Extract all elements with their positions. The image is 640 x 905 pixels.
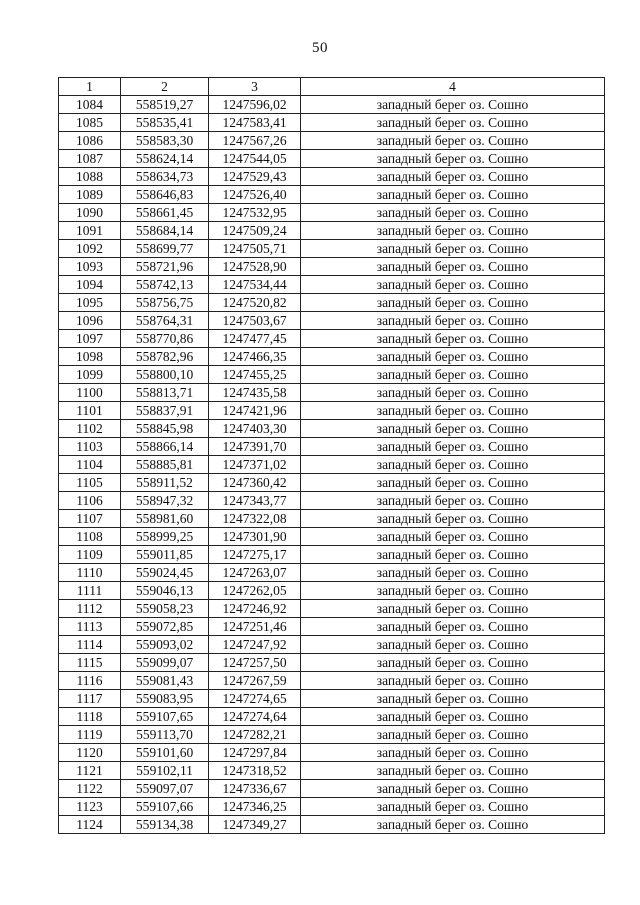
point-number-cell: 1116 bbox=[59, 672, 121, 690]
point-number-cell: 1093 bbox=[59, 258, 121, 276]
description-cell: западный берег оз. Сошно bbox=[301, 420, 605, 438]
description-cell: западный берег оз. Сошно bbox=[301, 510, 605, 528]
table-row bbox=[59, 726, 605, 744]
x-coordinate-cell: 558911,52 bbox=[121, 474, 209, 492]
table-row bbox=[59, 132, 605, 150]
x-coordinate-cell: 559097,07 bbox=[121, 780, 209, 798]
y-coordinate-cell: 1247262,05 bbox=[209, 582, 301, 600]
point-number-cell: 1122 bbox=[59, 780, 121, 798]
point-number-cell: 1086 bbox=[59, 132, 121, 150]
description-cell: западный берег оз. Сошно bbox=[301, 222, 605, 240]
y-coordinate-cell: 1247544,05 bbox=[209, 150, 301, 168]
table-row bbox=[59, 294, 605, 312]
y-coordinate-cell: 1247322,08 bbox=[209, 510, 301, 528]
table-row bbox=[59, 744, 605, 762]
y-coordinate-cell: 1247532,95 bbox=[209, 204, 301, 222]
table-row bbox=[59, 600, 605, 618]
y-coordinate-cell: 1247567,26 bbox=[209, 132, 301, 150]
table-row bbox=[59, 366, 605, 384]
y-coordinate-cell: 1247360,42 bbox=[209, 474, 301, 492]
point-number-cell: 1121 bbox=[59, 762, 121, 780]
description-cell: западный берег оз. Сошно bbox=[301, 618, 605, 636]
y-coordinate-cell: 1247435,58 bbox=[209, 384, 301, 402]
point-number-cell: 1084 bbox=[59, 96, 121, 114]
description-cell: западный берег оз. Сошно bbox=[301, 96, 605, 114]
description-cell: западный берег оз. Сошно bbox=[301, 798, 605, 816]
x-coordinate-cell: 558721,96 bbox=[121, 258, 209, 276]
table-row bbox=[59, 798, 605, 816]
x-coordinate-cell: 558684,14 bbox=[121, 222, 209, 240]
y-coordinate-cell: 1247403,30 bbox=[209, 420, 301, 438]
table-row bbox=[59, 690, 605, 708]
table-row bbox=[59, 240, 605, 258]
x-coordinate-cell: 559083,95 bbox=[121, 690, 209, 708]
y-coordinate-cell: 1247336,67 bbox=[209, 780, 301, 798]
y-coordinate-cell: 1247534,44 bbox=[209, 276, 301, 294]
x-coordinate-cell: 558800,10 bbox=[121, 366, 209, 384]
y-coordinate-cell: 1247267,59 bbox=[209, 672, 301, 690]
description-cell: западный берег оз. Сошно bbox=[301, 150, 605, 168]
description-cell: западный берег оз. Сошно bbox=[301, 690, 605, 708]
x-coordinate-cell: 558646,83 bbox=[121, 186, 209, 204]
y-coordinate-cell: 1247528,90 bbox=[209, 258, 301, 276]
x-coordinate-cell: 558999,25 bbox=[121, 528, 209, 546]
y-coordinate-cell: 1247455,25 bbox=[209, 366, 301, 384]
x-coordinate-cell: 559093,02 bbox=[121, 636, 209, 654]
table-row bbox=[59, 96, 605, 114]
point-number-cell: 1094 bbox=[59, 276, 121, 294]
x-coordinate-cell: 559107,66 bbox=[121, 798, 209, 816]
point-number-cell: 1092 bbox=[59, 240, 121, 258]
table-row bbox=[59, 312, 605, 330]
table-row bbox=[59, 456, 605, 474]
table-row bbox=[59, 474, 605, 492]
point-number-cell: 1107 bbox=[59, 510, 121, 528]
y-coordinate-cell: 1247251,46 bbox=[209, 618, 301, 636]
point-number-cell: 1096 bbox=[59, 312, 121, 330]
description-cell: западный берег оз. Сошно bbox=[301, 708, 605, 726]
point-number-cell: 1090 bbox=[59, 204, 121, 222]
description-cell: западный берег оз. Сошно bbox=[301, 780, 605, 798]
table-row bbox=[59, 438, 605, 456]
y-coordinate-cell: 1247583,41 bbox=[209, 114, 301, 132]
table-row bbox=[59, 582, 605, 600]
x-coordinate-cell: 559058,23 bbox=[121, 600, 209, 618]
table-row bbox=[59, 348, 605, 366]
y-coordinate-cell: 1247477,45 bbox=[209, 330, 301, 348]
x-coordinate-cell: 559113,70 bbox=[121, 726, 209, 744]
description-cell: западный берег оз. Сошно bbox=[301, 312, 605, 330]
table-row bbox=[59, 636, 605, 654]
description-cell: западный берег оз. Сошно bbox=[301, 564, 605, 582]
x-coordinate-cell: 558845,98 bbox=[121, 420, 209, 438]
description-cell: западный берег оз. Сошно bbox=[301, 366, 605, 384]
point-number-cell: 1088 bbox=[59, 168, 121, 186]
table-row bbox=[59, 762, 605, 780]
point-number-cell: 1120 bbox=[59, 744, 121, 762]
point-number-cell: 1119 bbox=[59, 726, 121, 744]
x-coordinate-cell: 559081,43 bbox=[121, 672, 209, 690]
table-row bbox=[59, 186, 605, 204]
x-coordinate-cell: 559099,07 bbox=[121, 654, 209, 672]
y-coordinate-cell: 1247421,96 bbox=[209, 402, 301, 420]
y-coordinate-cell: 1247526,40 bbox=[209, 186, 301, 204]
column-header-2: 2 bbox=[121, 78, 209, 96]
description-cell: западный берег оз. Сошно bbox=[301, 186, 605, 204]
description-cell: западный берег оз. Сошно bbox=[301, 330, 605, 348]
x-coordinate-cell: 558634,73 bbox=[121, 168, 209, 186]
table-header bbox=[59, 78, 605, 96]
point-number-cell: 1085 bbox=[59, 114, 121, 132]
x-coordinate-cell: 558782,96 bbox=[121, 348, 209, 366]
y-coordinate-cell: 1247343,77 bbox=[209, 492, 301, 510]
table-row bbox=[59, 330, 605, 348]
x-coordinate-cell: 559046,13 bbox=[121, 582, 209, 600]
coordinates-table bbox=[58, 77, 605, 834]
y-coordinate-cell: 1247246,92 bbox=[209, 600, 301, 618]
table-row bbox=[59, 420, 605, 438]
x-coordinate-cell: 558947,32 bbox=[121, 492, 209, 510]
point-number-cell: 1087 bbox=[59, 150, 121, 168]
table-row bbox=[59, 150, 605, 168]
description-cell: западный берег оз. Сошно bbox=[301, 276, 605, 294]
table-row bbox=[59, 618, 605, 636]
table-row bbox=[59, 708, 605, 726]
x-coordinate-cell: 558661,45 bbox=[121, 204, 209, 222]
y-coordinate-cell: 1247520,82 bbox=[209, 294, 301, 312]
point-number-cell: 1102 bbox=[59, 420, 121, 438]
y-coordinate-cell: 1247275,17 bbox=[209, 546, 301, 564]
description-cell: западный берег оз. Сошно bbox=[301, 654, 605, 672]
table-row bbox=[59, 510, 605, 528]
point-number-cell: 1103 bbox=[59, 438, 121, 456]
point-number-cell: 1123 bbox=[59, 798, 121, 816]
x-coordinate-cell: 558756,75 bbox=[121, 294, 209, 312]
description-cell: западный берег оз. Сошно bbox=[301, 582, 605, 600]
description-cell: западный берег оз. Сошно bbox=[301, 546, 605, 564]
x-coordinate-cell: 558764,31 bbox=[121, 312, 209, 330]
description-cell: западный берег оз. Сошно bbox=[301, 438, 605, 456]
x-coordinate-cell: 558866,14 bbox=[121, 438, 209, 456]
point-number-cell: 1101 bbox=[59, 402, 121, 420]
column-header-3: 3 bbox=[209, 78, 301, 96]
header-row bbox=[59, 78, 605, 96]
column-header-4: 4 bbox=[301, 78, 605, 96]
x-coordinate-cell: 559101,60 bbox=[121, 744, 209, 762]
point-number-cell: 1118 bbox=[59, 708, 121, 726]
x-coordinate-cell: 559102,11 bbox=[121, 762, 209, 780]
x-coordinate-cell: 558885,81 bbox=[121, 456, 209, 474]
description-cell: западный берег оз. Сошно bbox=[301, 744, 605, 762]
y-coordinate-cell: 1247247,92 bbox=[209, 636, 301, 654]
x-coordinate-cell: 558624,14 bbox=[121, 150, 209, 168]
table-row bbox=[59, 564, 605, 582]
x-coordinate-cell: 558699,77 bbox=[121, 240, 209, 258]
table-row bbox=[59, 402, 605, 420]
x-coordinate-cell: 558742,13 bbox=[121, 276, 209, 294]
description-cell: западный берег оз. Сошно bbox=[301, 240, 605, 258]
y-coordinate-cell: 1247505,71 bbox=[209, 240, 301, 258]
table-row bbox=[59, 276, 605, 294]
description-cell: западный берег оз. Сошно bbox=[301, 258, 605, 276]
point-number-cell: 1100 bbox=[59, 384, 121, 402]
description-cell: западный берег оз. Сошно bbox=[301, 294, 605, 312]
x-coordinate-cell: 559024,45 bbox=[121, 564, 209, 582]
y-coordinate-cell: 1247503,67 bbox=[209, 312, 301, 330]
point-number-cell: 1117 bbox=[59, 690, 121, 708]
y-coordinate-cell: 1247297,84 bbox=[209, 744, 301, 762]
point-number-cell: 1109 bbox=[59, 546, 121, 564]
table-row bbox=[59, 816, 605, 834]
table-row bbox=[59, 114, 605, 132]
table-row bbox=[59, 384, 605, 402]
x-coordinate-cell: 558583,30 bbox=[121, 132, 209, 150]
point-number-cell: 1108 bbox=[59, 528, 121, 546]
point-number-cell: 1098 bbox=[59, 348, 121, 366]
description-cell: западный берег оз. Сошно bbox=[301, 168, 605, 186]
description-cell: западный берег оз. Сошно bbox=[301, 600, 605, 618]
column-header-1: 1 bbox=[59, 78, 121, 96]
y-coordinate-cell: 1247301,90 bbox=[209, 528, 301, 546]
y-coordinate-cell: 1247509,24 bbox=[209, 222, 301, 240]
description-cell: западный берег оз. Сошно bbox=[301, 492, 605, 510]
point-number-cell: 1112 bbox=[59, 600, 121, 618]
description-cell: западный берег оз. Сошно bbox=[301, 132, 605, 150]
table-row bbox=[59, 168, 605, 186]
description-cell: западный берег оз. Сошно bbox=[301, 726, 605, 744]
description-cell: западный берег оз. Сошно bbox=[301, 204, 605, 222]
y-coordinate-cell: 1247466,35 bbox=[209, 348, 301, 366]
description-cell: западный берег оз. Сошно bbox=[301, 456, 605, 474]
description-cell: западный берег оз. Сошно bbox=[301, 114, 605, 132]
point-number-cell: 1099 bbox=[59, 366, 121, 384]
point-number-cell: 1095 bbox=[59, 294, 121, 312]
y-coordinate-cell: 1247391,70 bbox=[209, 438, 301, 456]
point-number-cell: 1089 bbox=[59, 186, 121, 204]
description-cell: западный берег оз. Сошно bbox=[301, 528, 605, 546]
x-coordinate-cell: 558770,86 bbox=[121, 330, 209, 348]
page-number: 50 bbox=[312, 40, 328, 56]
table-row bbox=[59, 528, 605, 546]
point-number-cell: 1111 bbox=[59, 582, 121, 600]
y-coordinate-cell: 1247263,07 bbox=[209, 564, 301, 582]
point-number-cell: 1097 bbox=[59, 330, 121, 348]
x-coordinate-cell: 559011,85 bbox=[121, 546, 209, 564]
x-coordinate-cell: 558813,71 bbox=[121, 384, 209, 402]
table-row bbox=[59, 222, 605, 240]
description-cell: западный берег оз. Сошно bbox=[301, 762, 605, 780]
y-coordinate-cell: 1247282,21 bbox=[209, 726, 301, 744]
y-coordinate-cell: 1247346,25 bbox=[209, 798, 301, 816]
point-number-cell: 1106 bbox=[59, 492, 121, 510]
x-coordinate-cell: 558837,91 bbox=[121, 402, 209, 420]
description-cell: западный берег оз. Сошно bbox=[301, 384, 605, 402]
y-coordinate-cell: 1247257,50 bbox=[209, 654, 301, 672]
y-coordinate-cell: 1247274,65 bbox=[209, 690, 301, 708]
y-coordinate-cell: 1247371,02 bbox=[209, 456, 301, 474]
point-number-cell: 1105 bbox=[59, 474, 121, 492]
point-number-cell: 1124 bbox=[59, 816, 121, 834]
description-cell: западный берег оз. Сошно bbox=[301, 672, 605, 690]
x-coordinate-cell: 558535,41 bbox=[121, 114, 209, 132]
x-coordinate-cell: 558519,27 bbox=[121, 96, 209, 114]
y-coordinate-cell: 1247318,52 bbox=[209, 762, 301, 780]
y-coordinate-cell: 1247596,02 bbox=[209, 96, 301, 114]
point-number-cell: 1114 bbox=[59, 636, 121, 654]
description-cell: западный берег оз. Сошно bbox=[301, 474, 605, 492]
y-coordinate-cell: 1247274,64 bbox=[209, 708, 301, 726]
x-coordinate-cell: 559072,85 bbox=[121, 618, 209, 636]
y-coordinate-cell: 1247529,43 bbox=[209, 168, 301, 186]
x-coordinate-cell: 559134,38 bbox=[121, 816, 209, 834]
description-cell: западный берег оз. Сошно bbox=[301, 636, 605, 654]
table-row bbox=[59, 654, 605, 672]
y-coordinate-cell: 1247349,27 bbox=[209, 816, 301, 834]
description-cell: западный берег оз. Сошно bbox=[301, 402, 605, 420]
table-row bbox=[59, 780, 605, 798]
table-row bbox=[59, 492, 605, 510]
table-row bbox=[59, 672, 605, 690]
point-number-cell: 1110 bbox=[59, 564, 121, 582]
point-number-cell: 1091 bbox=[59, 222, 121, 240]
table-row bbox=[59, 204, 605, 222]
point-number-cell: 1113 bbox=[59, 618, 121, 636]
point-number-cell: 1104 bbox=[59, 456, 121, 474]
description-cell: западный берег оз. Сошно bbox=[301, 348, 605, 366]
x-coordinate-cell: 558981,60 bbox=[121, 510, 209, 528]
table-row bbox=[59, 546, 605, 564]
x-coordinate-cell: 559107,65 bbox=[121, 708, 209, 726]
table-body bbox=[59, 96, 605, 834]
point-number-cell: 1115 bbox=[59, 654, 121, 672]
table-row bbox=[59, 258, 605, 276]
description-cell: западный берег оз. Сошно bbox=[301, 816, 605, 834]
